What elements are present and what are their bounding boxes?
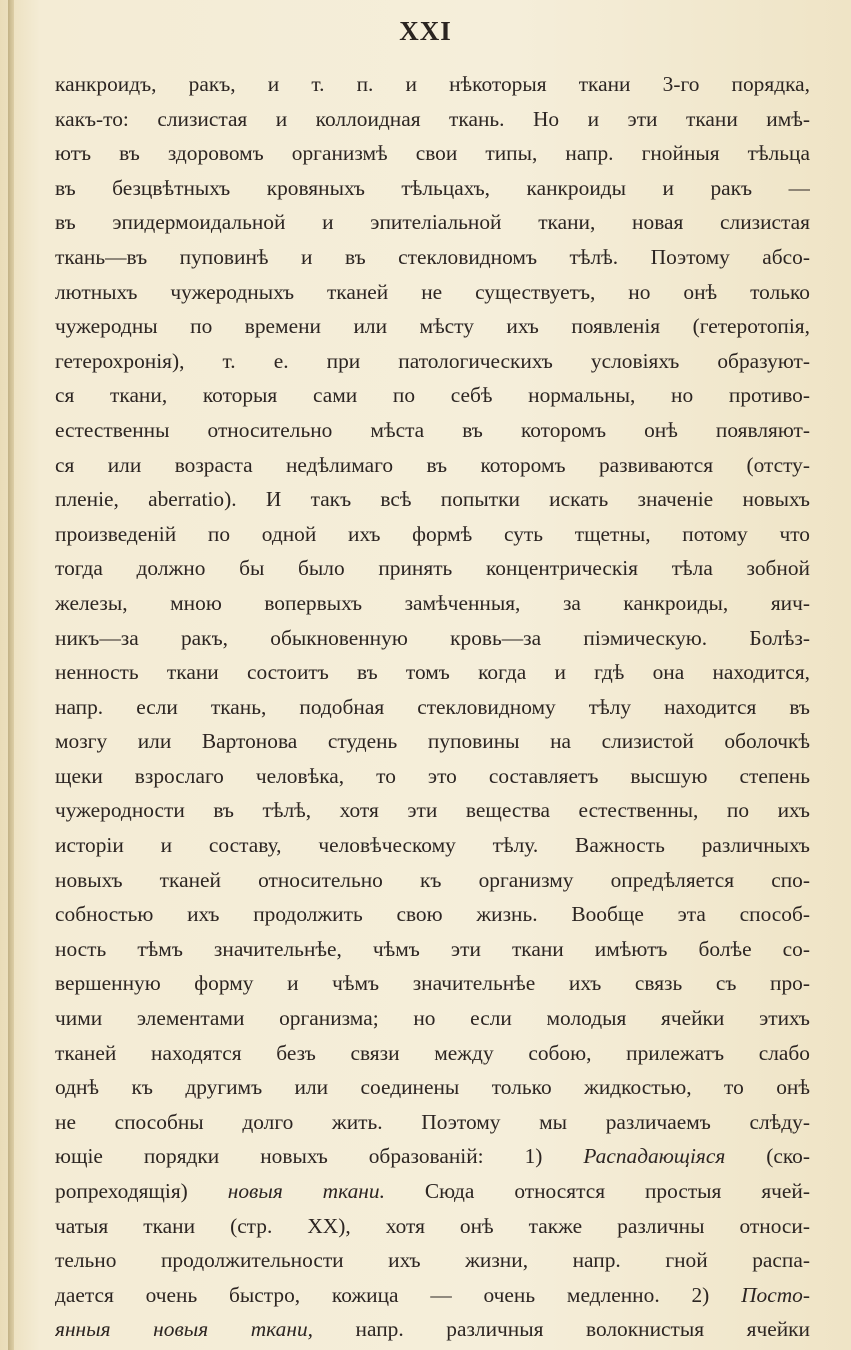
text-line-content — [55, 1317, 810, 1341]
text-line — [55, 517, 810, 552]
text-line — [55, 67, 810, 102]
text-line — [55, 309, 810, 344]
text-segment: ютъ въ здоровомъ организмѣ свои типы, напр. гнойныя тѣльца — [55, 141, 810, 166]
text-line-content — [55, 1144, 810, 1168]
text-segment: ся или возраста недѣлимаго въ которомъ развиваются (отсту- — [55, 452, 810, 477]
text-segment: однѣ къ другимъ или соединены только жидкостью, то онѣ — [55, 1075, 810, 1100]
text-line-content — [55, 141, 810, 165]
text-line-content — [55, 1283, 810, 1307]
text-line — [55, 724, 810, 759]
text-line — [55, 897, 810, 932]
italic-segment: Посто- — [741, 1282, 810, 1307]
text-line — [55, 240, 810, 275]
text-line-content — [55, 314, 810, 338]
text-line-content — [55, 453, 810, 477]
text-line — [55, 1278, 810, 1313]
page-number: XXI — [399, 16, 452, 46]
text-line — [55, 966, 810, 1001]
text-line — [55, 863, 810, 898]
text-line — [55, 102, 810, 137]
text-line — [55, 275, 810, 310]
text-line-content — [55, 1214, 810, 1238]
text-line — [55, 828, 810, 863]
text-line — [55, 655, 810, 690]
text-line — [55, 793, 810, 828]
text-segment: дается очень быстро, кожица — очень медленно. 2) — [55, 1282, 742, 1307]
text-segment: тогда должно бы было принять концентрическія тѣла зобной — [55, 556, 810, 581]
text-line — [55, 1209, 810, 1244]
text-line-content — [55, 280, 810, 304]
text-segment: Сюда относятся простыя ячей- — [384, 1179, 810, 1203]
text-segment: произведеній по одной ихъ формѣ суть тщетны, потому что — [55, 521, 810, 546]
text-line — [55, 1243, 810, 1278]
text-segment: новыхъ тканей относительно къ организму опредѣляется спо- — [55, 867, 810, 892]
text-segment: въ эпидермоидальной и эпителіальной ткани, новая слизистая — [55, 210, 810, 235]
text-segment: напр. если ткань, подобная стекловидному тѣлу находится въ — [55, 694, 810, 719]
italic-segment: янныя новыя ткани, — [55, 1317, 313, 1342]
text-segment: собностью ихъ продолжить свою жизнь. Вообще эта способ- — [55, 902, 810, 927]
text-segment: ткань—въ пуповинѣ и въ стекловидномъ тѣлѣ. Поэтому абсо- — [55, 244, 810, 269]
text-line-content — [55, 383, 810, 407]
text-line — [55, 1139, 810, 1174]
text-line — [55, 344, 810, 379]
text-line — [55, 1174, 810, 1209]
text-segment: чужеродны по времени или мѣсту ихъ появленія (гетеротопія, — [55, 314, 810, 339]
text-line-content — [55, 626, 810, 650]
text-line-content — [55, 1179, 810, 1203]
text-line-content — [55, 660, 810, 684]
text-line-content — [55, 937, 810, 961]
text-line-content — [55, 1248, 810, 1272]
text-line-content — [55, 1110, 810, 1134]
text-line-content — [55, 833, 810, 857]
text-segment: железы, мною вопервыхъ замѣченныя, за канкроиды, яич- — [55, 590, 810, 615]
text-segment: ненность ткани состоитъ въ томъ когда и гдѣ она находится, — [55, 660, 810, 685]
text-line-content — [55, 764, 810, 788]
text-segment: мозгу или Вартонова студень пуповины на слизистой оболочкѣ — [55, 729, 810, 754]
text-line — [55, 586, 810, 621]
text-segment: гетерохронія), т. е. при патологическихъ условіяхъ образуют- — [55, 348, 810, 373]
text-line-content — [55, 902, 810, 926]
text-line-content — [55, 556, 810, 580]
text-line-content — [55, 729, 810, 753]
text-segment: исторіи и составу, человѣческому тѣлу. Важность различныхъ — [55, 833, 810, 858]
text-line — [55, 1312, 810, 1347]
text-line-content — [55, 798, 810, 822]
text-segment: чими элементами организма; но если молодыя ячейки этихъ — [55, 1006, 810, 1031]
text-line — [55, 205, 810, 240]
text-line-content — [55, 971, 810, 995]
text-line-content — [55, 695, 810, 719]
text-line — [55, 1036, 810, 1071]
text-line — [55, 171, 810, 206]
text-line-content — [55, 1006, 810, 1030]
text-segment: щеки взрослаго человѣка, то это составляетъ высшую степень — [55, 763, 810, 788]
text-line — [55, 1070, 810, 1105]
text-line — [55, 621, 810, 656]
text-line — [55, 690, 810, 725]
text-segment: пленіе, aberratio). И такъ всѣ попытки искать значеніе новыхъ — [55, 487, 810, 512]
text-line-content — [55, 245, 810, 269]
text-segment: лютныхъ чужеродныхъ тканей не существуетъ, но онѣ только — [55, 279, 810, 304]
text-segment: ропреходящія) — [55, 1179, 228, 1203]
text-segment: какъ-то: слизистая и коллоидная ткань. Но и эти ткани имѣ- — [55, 106, 810, 131]
text-segment: чужеродности въ тѣлѣ, хотя эти вещества естественны, по ихъ — [55, 798, 810, 823]
text-line — [55, 759, 810, 794]
text-line-content — [55, 72, 810, 96]
italic-segment: новыя ткани. — [227, 1179, 385, 1203]
body-text — [55, 67, 810, 1347]
italic-segment: Распадающіяся — [583, 1144, 726, 1169]
page-spine-shadow — [8, 0, 14, 1350]
text-line — [55, 136, 810, 171]
text-line-content — [55, 418, 810, 442]
text-segment: тельно продолжительности ихъ жизни, напр. гной распа- — [55, 1248, 810, 1273]
text-line — [55, 448, 810, 483]
text-line-content — [55, 210, 810, 234]
text-segment: никъ—за ракъ, обыкновенную кровь—за піэмическую. Болѣз- — [55, 625, 810, 650]
text-line — [55, 1105, 810, 1140]
text-line — [55, 1001, 810, 1036]
text-line — [55, 378, 810, 413]
text-segment: ность тѣмъ значительнѣе, чѣмъ эти ткани имѣютъ болѣе со- — [55, 936, 810, 961]
text-line-content — [55, 107, 810, 131]
text-line — [55, 413, 810, 448]
text-line-content — [55, 591, 810, 615]
text-line — [55, 932, 810, 967]
text-line-content — [55, 487, 810, 511]
text-line-content — [55, 176, 810, 200]
text-line-content — [55, 1075, 810, 1099]
text-line-content — [55, 522, 810, 546]
text-segment: вершенную форму и чѣмъ значительнѣе ихъ связь съ про- — [55, 971, 810, 996]
text-segment: чатыя ткани (стр. XX), хотя онѣ также различны относи- — [55, 1213, 810, 1238]
text-segment: ющіе порядки новыхъ образованій: 1) — [55, 1144, 584, 1169]
text-segment: въ безцвѣтныхъ кровяныхъ тѣльцахъ, канкроиды и ракъ — — [55, 175, 810, 200]
text-line — [55, 482, 810, 517]
text-segment: напр. различныя волокнистыя ячейки — [313, 1317, 810, 1342]
text-line-content — [55, 349, 810, 373]
text-segment: тканей находятся безъ связи между собою, прилежатъ слабо — [55, 1040, 810, 1065]
text-segment: канкроидъ, ракъ, и т. п. и нѣкоторыя ткани 3-го порядка, — [55, 72, 810, 96]
text-segment: ся ткани, которыя сами по себѣ нормальны, но противо- — [55, 383, 810, 408]
text-line-content — [55, 1041, 810, 1065]
text-segment: (ско- — [725, 1144, 810, 1169]
text-line-content — [55, 868, 810, 892]
text-line — [55, 551, 810, 586]
text-segment: не способны долго жить. Поэтому мы различаемъ слѣду- — [55, 1109, 810, 1134]
text-segment: естественны относительно мѣста въ которомъ онѣ появляют- — [55, 417, 810, 442]
